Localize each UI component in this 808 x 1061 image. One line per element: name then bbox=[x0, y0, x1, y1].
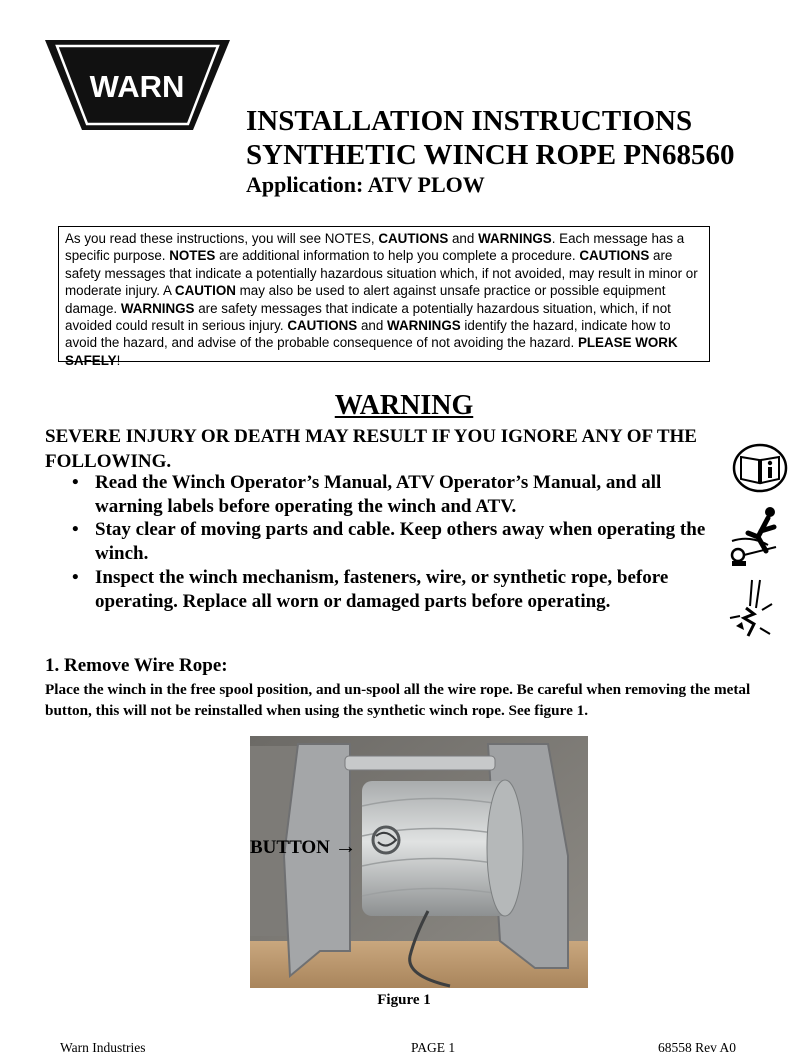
notice-keyword: NOTES bbox=[169, 248, 216, 264]
notice-text: are safety messages that indicate a potentially hazardous situation which, if not avoided, may result in minor or moderate injury. A bbox=[65, 248, 698, 299]
bullet-dot: • bbox=[72, 567, 79, 588]
button-callout-label: BUTTON bbox=[250, 837, 330, 858]
title-line-1: INSTALLATION INSTRUCTIONS bbox=[246, 105, 693, 137]
logo-text: WARN bbox=[89, 69, 185, 104]
manual-info-icon bbox=[732, 443, 788, 498]
footer-revision: 68558 Rev A0 bbox=[658, 1040, 737, 1055]
warning-heading bbox=[0, 390, 808, 422]
application-subtitle: Application: ATV PLOW bbox=[246, 172, 485, 197]
warning-bullet bbox=[72, 518, 722, 566]
notice-text: are additional information to help you complete a procedure. bbox=[215, 248, 580, 264]
figure-caption: Figure 1 bbox=[377, 992, 431, 1008]
notice-keyword: WARNINGS bbox=[478, 231, 552, 246]
section-1-heading: 1. Remove Wire Rope: bbox=[45, 655, 228, 676]
notice-keyword: WARNINGS bbox=[387, 318, 461, 334]
warning-bullet-text: Read the Winch Operator’s Manual, ATV Operator’s Manual, and all warning labels before operating the winch and ATV. bbox=[95, 472, 662, 517]
notice-text: may also be used to alert against unsafe practice or possible equipment damage. bbox=[65, 283, 666, 316]
callout-arrow: → bbox=[334, 833, 357, 858]
notice-text: As you read these instructions, you will see NOTES, bbox=[65, 231, 379, 246]
warning-lead-text: SEVERE INJURY OR DEATH MAY RESULT IF YOU IGNORE ANY OF THE FOLLOWING. bbox=[45, 426, 697, 472]
broken-cable-hazard-icon bbox=[726, 578, 776, 649]
footer-page-number: PAGE 1 bbox=[411, 1040, 456, 1055]
notice-text: ! bbox=[116, 352, 121, 368]
notice-text: are safety messages that indicate a potentially hazardous situation, which, if not avoided could result in serious injury. bbox=[65, 300, 671, 334]
notice-keyword: CAUTIONS bbox=[378, 231, 449, 246]
notice-text: . Each message has a specific purpose. bbox=[65, 231, 685, 264]
warning-bullet-text: Stay clear of moving parts and cable. Keep others away when operating the winch. bbox=[95, 519, 706, 564]
winch-photo bbox=[250, 736, 588, 988]
warning-bullet-text: Inspect the winch mechanism, fasteners, wire, or synthetic rope, before operating. Replace all worn or damaged parts before operating. bbox=[95, 567, 669, 612]
notice-keyword: CAUTIONS bbox=[579, 248, 650, 264]
title-line-2: SYNTHETIC WINCH ROPE PN68560 bbox=[246, 139, 735, 171]
notice-keyword: CAUTION bbox=[174, 283, 236, 299]
warning-bullet bbox=[72, 471, 722, 519]
notice-text: and bbox=[448, 231, 479, 246]
warning-heading-text: WARNING bbox=[334, 390, 474, 421]
section-1-body: Place the winch in the free spool position, and un-spool all the wire rope. Be careful when removing the metal button, this will not be reinstalled when using the synthetic winch rope. See figure 1. bbox=[45, 681, 751, 719]
notice-keyword: CAUTIONS bbox=[287, 318, 358, 334]
bullet-dot: • bbox=[72, 519, 79, 540]
footer-company: Warn Industries bbox=[60, 1040, 146, 1055]
notice-text: and bbox=[357, 318, 388, 334]
notice-text: identify the hazard, indicate how to avoid the hazard, and advise of the probable consequence of not avoiding the hazard. bbox=[65, 318, 671, 351]
button-callout bbox=[250, 833, 357, 859]
entanglement-hazard-icon bbox=[728, 505, 784, 572]
notice-keyword: WARNINGS bbox=[120, 300, 195, 316]
bullet-dot: • bbox=[72, 472, 79, 493]
warn-logo bbox=[45, 40, 230, 132]
warning-bullet bbox=[72, 566, 722, 614]
safety-notice-box bbox=[58, 226, 710, 368]
notice-keyword: PLEASE WORK SAFELY bbox=[65, 335, 678, 368]
